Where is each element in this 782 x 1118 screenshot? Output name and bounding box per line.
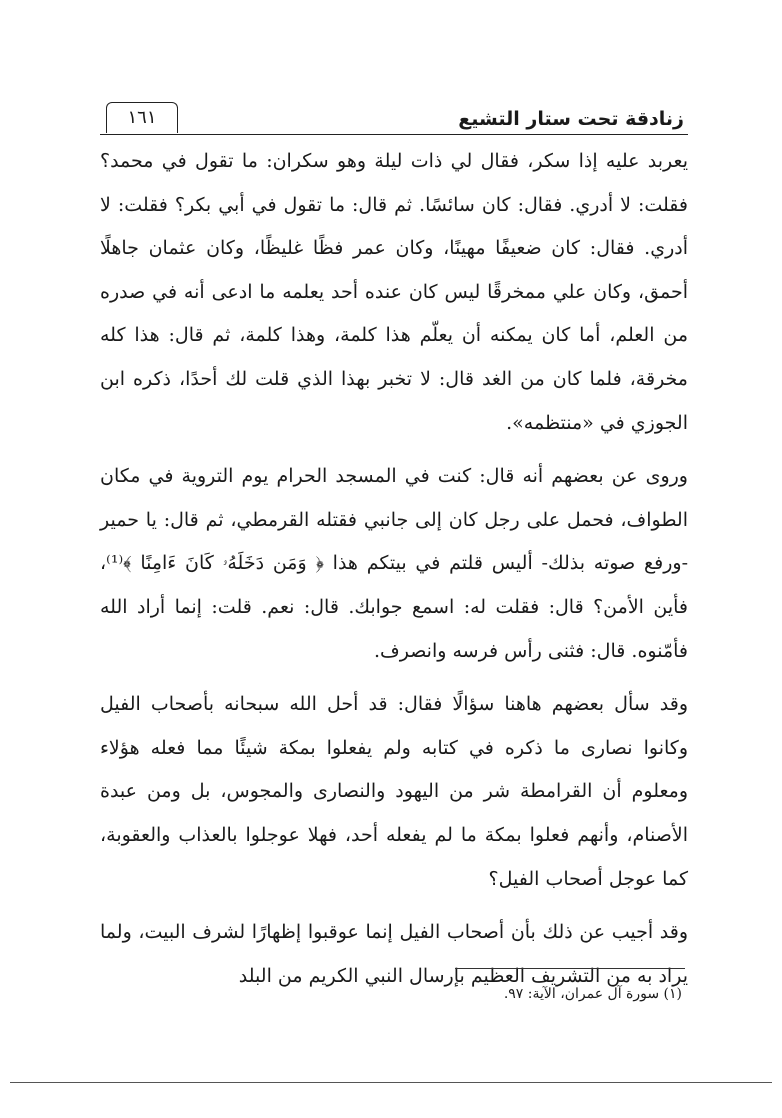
- running-title: زنادقة تحت ستار التشيع: [458, 108, 684, 130]
- paragraph: وقد سأل بعضهم هاهنا سؤالًا فقال: قد أحل الله سبحانه بأصحاب الفيل وكانوا نصارى ما ذكره في كتابه ولم يفعلوا بمكة شيئًا مما فعله هؤلاء ومعلوم أن القرامطة شر من اليهود والنصارى والمجوس، بل ومن عبدة الأصنام، وأنهم فعلوا بمكة ما لم يفعله أحد، فهلا عوجلوا بالعذاب والعقوبة، كما عوجل أصحاب الفيل؟: [100, 693, 688, 890]
- page-number: ١٦١: [106, 102, 178, 133]
- page-bottom-rule: [10, 1082, 772, 1083]
- footnote: (١) سورة آل عمران، الآية: ٩٧.: [503, 986, 682, 1002]
- paragraph: يعربد عليه إذا سكر، فقال لي ذات ليلة وهو سكران: ما تقول في محمد؟ فقلت: لا أدري. فقال: كان سائسًا. ثم قال: ما تقول في أبي بكر؟ فقلت: لا أدري. فقال: كان ضعيفًا مهينًا، وكان عمر فظًا غليظًا، وكان عثمان جاهلًا أحمق، وكان علي ممخرقًا ليس كان عنده أحد يعلمه ما ادعى أنه في صدره من العلم، أما كان يمكنه أن يعلّم هذا كلمة، وهذا كلمة، ثم قال: هذا كله مخرقة، فلما كان من الغد قال: لا تخبر بهذا الذي قلت لك أحدًا، ذكره ابن الجوزي في «منتظمه».: [100, 150, 688, 434]
- body-text: [100, 140, 688, 998]
- paragraph: وقد أجيب عن ذلك بأن أصحاب الفيل إنما عوقبوا إظهارًا لشرف البيت، ولما يراد به من التشريف العظيم بإرسال النبي الكريم من البلد: [100, 921, 688, 987]
- running-header: [100, 100, 688, 136]
- header-rule: [100, 134, 688, 135]
- footnote-separator: [455, 968, 685, 969]
- paragraph: وروى عن بعضهم أنه قال: كنت في المسجد الحرام يوم التروية في مكان الطواف، فحمل على رجل كان إلى جانبي فقتله القرمطي، ثم قال: يا حمير -ورفع صوته بذلك- أليس قلتم في بيتكم هذا ﴿ وَمَن دَخَلَهُۥ كَانَ ءَامِنًا ﴾⁽¹⁾، فأين الأمن؟ قال: فقلت له: اسمع جوابك. قال: نعم. قلت: إنما أراد الله فأمّنوه. قال: فثنى رأس فرسه وانصرف.: [100, 465, 688, 662]
